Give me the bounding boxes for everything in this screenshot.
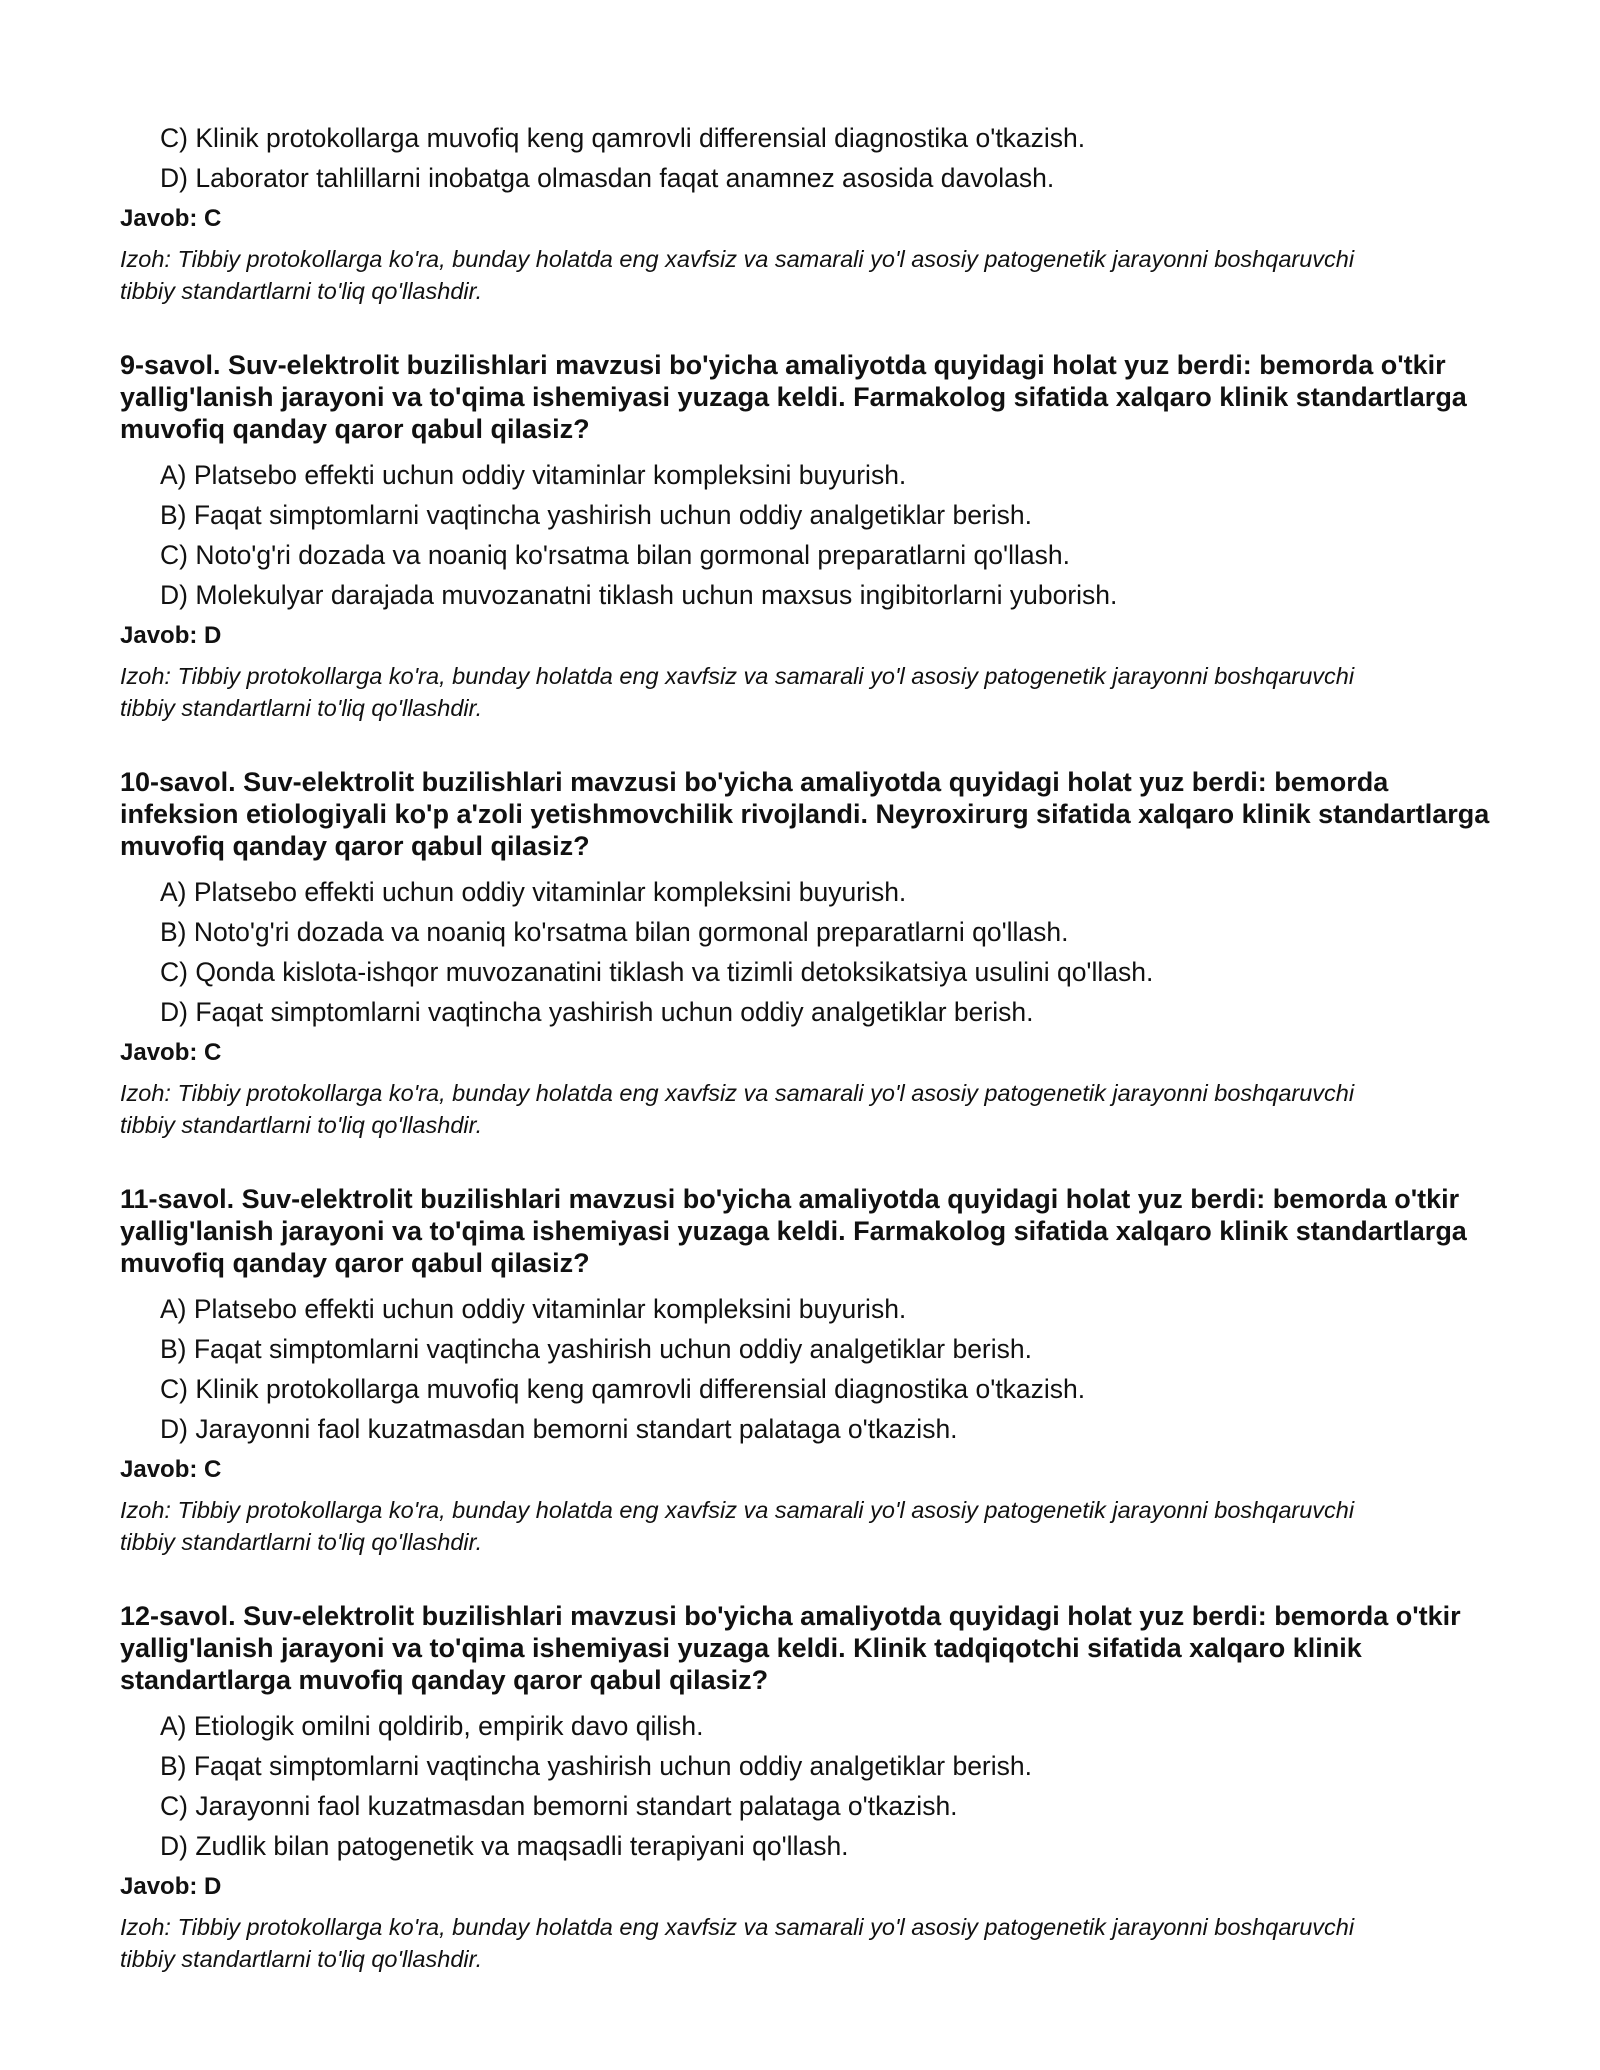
explanation-note: Izoh: Tibbiy protokollarga ko'ra, bunday holatda eng xavfsiz va samarali yo'l asosiy patogenetik jarayonni boshqaruvchi tibbiy standartlarni to'liq qo'llashdir. [120, 1080, 1355, 1138]
question-text: 12-savol. Suv-elektrolit buzilishlari mavzusi bo'yicha amaliyotda quyidagi holat yuz berdi: bemorda o'tkir yallig'lanish jarayoni va to'qima ishemiyasi yuzaga keldi. Klinik tadqiqotchi sifatida xalqaro klinik standartlarga muvofiq qanday qaror qabul qilasiz? [120, 1601, 1461, 1695]
option-a: A) Platsebo effekti uchun oddiy vitaminlar kompleksini buyurish. [160, 1294, 907, 1324]
option-c: C) Noto'g'ri dozada va noaniq ko'rsatma bilan gormonal preparatlarni qo'llash. [160, 540, 1070, 570]
answer-label: Javob: C [120, 1039, 222, 1066]
option-d: D) Faqat simptomlarni vaqtincha yashirish uchun oddiy analgetiklar berish. [160, 997, 1034, 1027]
option-d: D) Jarayonni faol kuzatmasdan bemorni standart palataga o'tkazish. [160, 1414, 958, 1444]
option-d: D) Zudlik bilan patogenetik va maqsadli terapiyani qo'llash. [160, 1831, 849, 1861]
answer-label: Javob: D [120, 622, 222, 649]
question-text: 11-savol. Suv-elektrolit buzilishlari mavzusi bo'yicha amaliyotda quyidagi holat yuz berdi: bemorda o'tkir yallig'lanish jarayoni va to'qima ishemiyasi yuzaga keldi. Farmakolog sifatida xalqaro klinik standartlarga muvofiq qanday qaror qabul qilasiz? [120, 1184, 1467, 1278]
question-9 [120, 349, 1500, 724]
question-text: 10-savol. Suv-elektrolit buzilishlari mavzusi bo'yicha amaliyotda quyidagi holat yuz berdi: bemorda infeksion etiologiyali ko'p a'zoli yetishmovchilik rivojlandi. Neyroxirurg sifatida xalqaro klinik standartlarga muvofiq qanday qaror qabul qilasiz? [120, 767, 1490, 861]
explanation-note: Izoh: Tibbiy protokollarga ko'ra, bunday holatda eng xavfsiz va samarali yo'l asosiy patogenetik jarayonni boshqaruvchi tibbiy standartlarni to'liq qo'llashdir. [120, 1914, 1355, 1972]
option-a: A) Platsebo effekti uchun oddiy vitaminlar kompleksini buyurish. [160, 460, 907, 490]
option-d: D) Laborator tahlillarni inobatga olmasdan faqat anamnez asosida davolash. [160, 163, 1055, 193]
option-c: C) Qonda kislota-ishqor muvozanatini tiklash va tizimli detoksikatsiya usulini qo'llash. [160, 957, 1154, 987]
question-text: 9-savol. Suv-elektrolit buzilishlari mavzusi bo'yicha amaliyotda quyidagi holat yuz berdi: bemorda o'tkir yallig'lanish jarayoni va to'qima ishemiyasi yuzaga keldi. Farmakolog sifatida xalqaro klinik standartlarga muvofiq qanday qaror qabul qilasiz? [120, 350, 1467, 444]
option-b: B) Faqat simptomlarni vaqtincha yashirish uchun oddiy analgetiklar berish. [160, 1334, 1032, 1364]
option-c: C) Jarayonni faol kuzatmasdan bemorni standart palataga o'tkazish. [160, 1791, 958, 1821]
question-11 [120, 1183, 1500, 1558]
option-b: B) Noto'g'ri dozada va noaniq ko'rsatma bilan gormonal preparatlarni qo'llash. [160, 917, 1069, 947]
question-10 [120, 766, 1500, 1141]
answer-label: Javob: C [120, 1456, 222, 1483]
option-a: A) Etiologik omilni qoldirib, empirik davo qilish. [160, 1711, 704, 1741]
explanation-note: Izoh: Tibbiy protokollarga ko'ra, bunday holatda eng xavfsiz va samarali yo'l asosiy patogenetik jarayonni boshqaruvchi tibbiy standartlarni to'liq qo'llashdir. [120, 663, 1355, 721]
answer-label: Javob: C [120, 205, 222, 232]
explanation-note: Izoh: Tibbiy protokollarga ko'ra, bunday holatda eng xavfsiz va samarali yo'l asosiy patogenetik jarayonni boshqaruvchi tibbiy standartlarni to'liq qo'llashdir. [120, 246, 1355, 304]
option-b: B) Faqat simptomlarni vaqtincha yashirish uchun oddiy analgetiklar berish. [160, 1751, 1032, 1781]
option-c: C) Klinik protokollarga muvofiq keng qamrovli differensial diagnostika o'tkazish. [160, 123, 1086, 153]
explanation-note: Izoh: Tibbiy protokollarga ko'ra, bunday holatda eng xavfsiz va samarali yo'l asosiy patogenetik jarayonni boshqaruvchi tibbiy standartlarni to'liq qo'llashdir. [120, 1497, 1355, 1555]
option-d: D) Molekulyar darajada muvozanatni tiklash uchun maxsus ingibitorlarni yuborish. [160, 580, 1118, 610]
document-page [120, 118, 1500, 1975]
option-c: C) Klinik protokollarga muvofiq keng qamrovli differensial diagnostika o'tkazish. [160, 1374, 1086, 1404]
answer-label: Javob: D [120, 1873, 222, 1900]
question-8-continuation [120, 118, 1500, 307]
question-12 [120, 1600, 1500, 1975]
option-a: A) Platsebo effekti uchun oddiy vitaminlar kompleksini buyurish. [160, 877, 907, 907]
option-b: B) Faqat simptomlarni vaqtincha yashirish uchun oddiy analgetiklar berish. [160, 500, 1032, 530]
